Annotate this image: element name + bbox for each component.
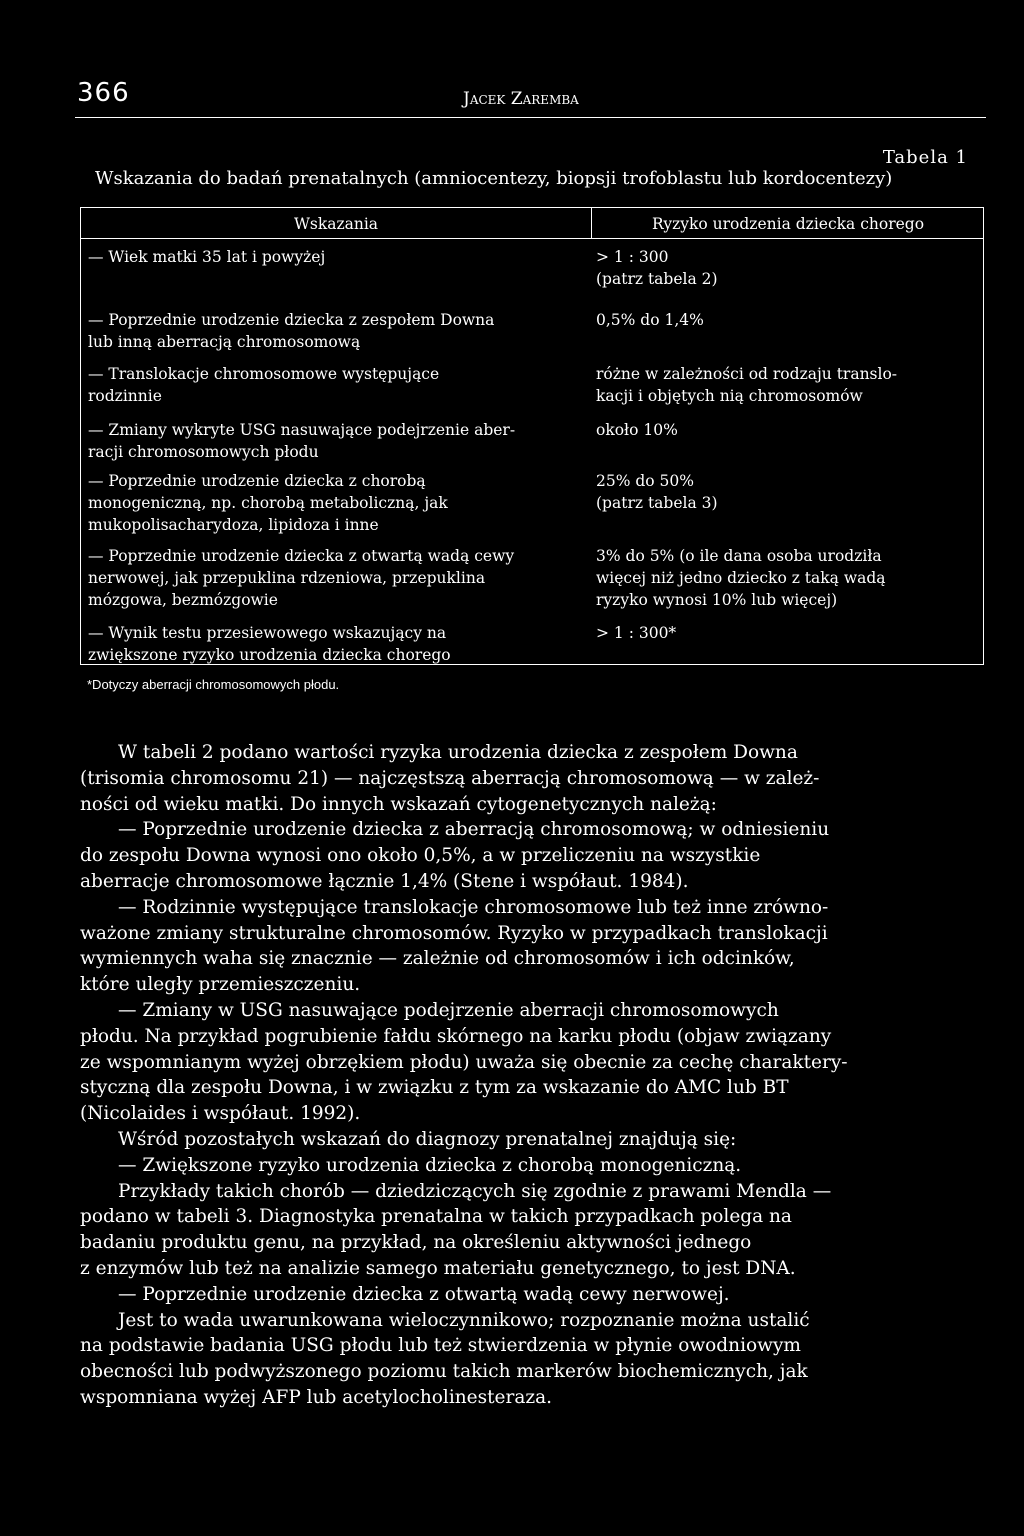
indication-line: racji chromosomowych płodu [88,443,319,461]
indication-cell [88,545,588,611]
indications-table [80,207,984,665]
risk-line: (patrz tabela 3) [596,494,718,512]
paragraph-line: podano w tabeli 3. Diagnostyka prenatalna w takich przypadkach polega na [80,1206,792,1228]
body-text [80,740,990,1411]
indication-cell [88,246,588,268]
risk-cell [596,309,981,331]
paragraph-line: Wśród pozostałych wskazań do diagnozy prenatalnej znajdują się: [118,1128,737,1150]
indication-line: mukopolisacharydoza, lipidoza i inne [88,516,379,534]
risk-cell [596,470,981,514]
running-head: Jacek Zaremba [463,89,579,109]
paragraph-line: aberracje chromosomowe łącznie 1,4% (Stene i współaut. 1984). [80,870,689,892]
paragraph-line: — Zwiększone ryzyko urodzenia dziecka z chorobą monogeniczną. [118,1154,742,1176]
paragraph-line: do zespołu Downa wynosi ono około 0,5%, a w przeliczeniu na wszystkie [80,845,761,867]
indication-line: nerwowej, jak przepuklina rdzeniowa, przepuklina [88,569,486,587]
risk-line: 3% do 5% (o ile dana osoba urodziła [596,547,882,565]
paragraph-line: z enzymów lub też na analizie samego materiału genetycznego, to jest DNA. [80,1257,796,1279]
paragraph-line: — Poprzednie urodzenie dziecka z aberracją chromosomową; w odniesieniu [118,819,830,841]
paragraph-line: Jest to wada uwarunkowana wieloczynnikowo; rozpoznanie można ustalić [118,1309,810,1331]
risk-cell [596,419,981,441]
indication-line: — Wynik testu przesiewowego wskazujący na [88,624,447,642]
table-footnote: *Dotyczy aberracji chromosomowych płodu. [87,677,340,692]
risk-line: 25% do 50% [596,472,695,490]
table-number: Tabela 1 [882,147,968,168]
risk-cell [596,545,981,611]
indication-line: zwiększone ryzyko urodzenia dziecka chorego [88,646,451,664]
paragraph-line: na podstawie badania USG płodu lub też stwierdzenia w płynie owodniowym [80,1335,801,1357]
indication-line: monogeniczną, np. chorobą metaboliczną, jak [88,494,448,512]
paragraph-line: W tabeli 2 podano wartości ryzyka urodzenia dziecka z zespołem Downa [118,742,798,763]
risk-line: więcej niż jedno dziecko z taką wadą [596,569,886,587]
risk-cell [596,363,981,407]
indication-line: — Poprzednie urodzenie dziecka z chorobą [88,472,426,490]
paragraph-line: Przykłady takich chorób — dziedziczących się zgodnie z prawami Mendla — [118,1180,832,1202]
paragraph-line: które uległy przemieszczeniu. [80,974,361,996]
paragraph-line: ności od wieku matki. Do innych wskazań cytogenetycznych należą: [80,793,717,815]
indication-line: — Zmiany wykryte USG nasuwające podejrzenie aber- [88,421,516,439]
indication-line: lub inną aberracją chromosomową [88,333,361,351]
column-header-indications: Wskazania [293,215,379,233]
paragraph-line: ważone zmiany strukturalne chromosomów. Ryzyko w przypadkach translokacji [80,922,828,944]
risk-cell [596,246,981,290]
paragraph-line: wspomniana wyżej AFP lub acetylocholinesteraza. [80,1386,553,1408]
indication-line: mózgowa, bezmózgowie [88,591,278,609]
indication-cell [88,470,588,536]
indication-cell [88,419,588,463]
paragraph-line: obecności lub podwyższonego poziomu takich markerów biochemicznych, jak [80,1361,808,1383]
paragraph-line: (trisomia chromosomu 21) — najczęstszą aberracją chromosomową — w zależ- [80,767,820,789]
table-header-rule [81,238,983,239]
indication-line: rodzinnie [88,387,162,405]
risk-line: ryzyko wynosi 10% lub więcej) [596,591,838,609]
risk-cell [596,622,981,644]
paragraph-line: — Zmiany w USG nasuwające podejrzenie aberracji chromosomowych [118,999,779,1021]
indication-line: — Wiek matki 35 lat i powyżej [88,248,326,266]
indication-line: — Poprzednie urodzenie dziecka z otwartą wadą cewy [88,547,515,565]
indication-cell [88,622,588,666]
risk-line: różne w zależności od rodzaju translo- [596,365,898,383]
paragraph-line: styczną dla zespołu Downa, i w związku z tym za wskazanie do AMC lub BT [80,1077,789,1099]
indication-cell [88,309,588,353]
paragraph-line: — Rodzinnie występujące translokacje chromosomowe lub też inne zrówno- [118,896,829,918]
risk-line: > 1 : 300 [596,248,669,266]
risk-line: kacji i objętych nią chromosomów [596,387,863,405]
header-rule [75,117,986,118]
risk-line: około 10% [596,421,678,439]
paragraph-line: wymiennych waha się znacznie — zależnie od chromosomów i ich odcinków, [80,948,795,970]
paragraph-line: płodu. Na przykład pogrubienie fałdu skórnego na karku płodu (objaw związany [80,1025,832,1047]
column-divider [591,208,592,238]
indication-line: — Poprzednie urodzenie dziecka z zespołem Downa [88,311,495,329]
indication-cell [88,363,588,407]
risk-line: (patrz tabela 2) [596,270,718,288]
risk-line: 0,5% do 1,4% [596,311,704,329]
paragraph-line: ze wspomnianym wyżej obrzękiem płodu) uważa się obecnie za cechę charaktery- [80,1051,848,1073]
indication-line: — Translokacje chromosomowe występujące [88,365,440,383]
paragraph-line: (Nicolaides i współaut. 1992). [80,1103,361,1125]
paragraph-line: — Poprzednie urodzenie dziecka z otwartą wadą cewy nerwowej. [118,1283,730,1305]
column-header-risk: Ryzyko urodzenia dziecka chorego [651,215,925,233]
table-caption: Wskazania do badań prenatalnych (amniocentezy, biopsji trofoblastu lub kordocentezy) [95,168,893,189]
paragraph-line: badaniu produktu genu, na przykład, na określeniu aktywności jednego [80,1232,752,1254]
risk-line: > 1 : 300* [596,624,677,642]
page-number: 366 [77,78,130,108]
